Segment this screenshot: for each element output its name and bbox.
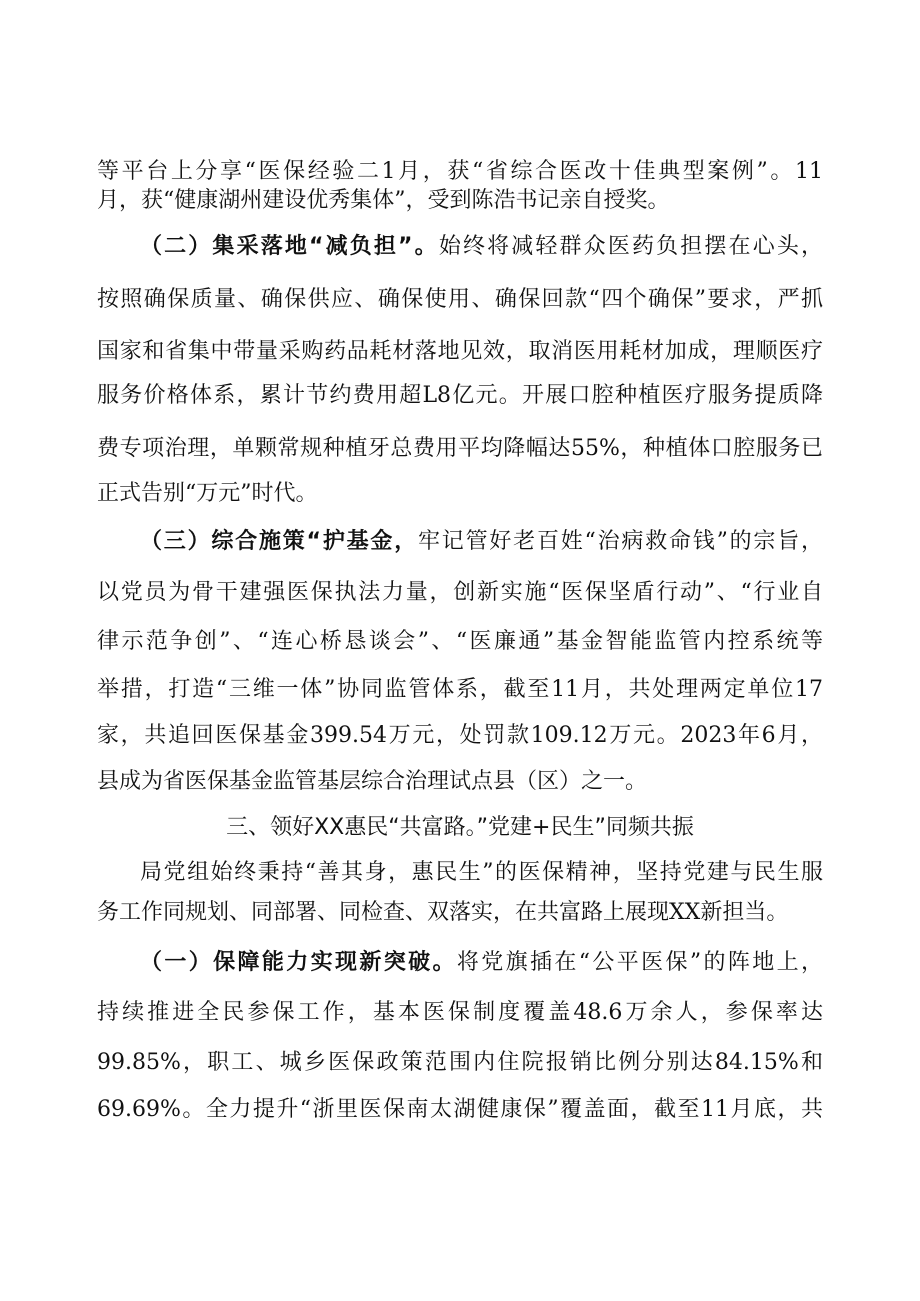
paragraph-lead: （一）保障能力实现新突破。 <box>140 950 457 975</box>
paragraph-first-line <box>140 527 823 557</box>
paragraph-line: 家，共追回医保基金399.54万元，处罚款109.12万元。2023年6月， <box>97 723 823 748</box>
paragraph-line: 正式告别“万元”时代。 <box>97 481 318 506</box>
paragraph-line: 律示范争创”、“连心桥恳谈会”、“医廉通”基金智能监管内控系统等 <box>97 629 823 654</box>
paragraph-line: 月，获“健康湖州建设优秀集体”，受到陈浩书记亲自授奖。 <box>97 188 670 213</box>
paragraph-text: 牢记管好老百姓“治病救命钱”的宗旨， <box>418 529 823 554</box>
paragraph-line: 持续推进全民参保工作，基本医保制度覆盖48.6万余人，参保率达 <box>97 1000 823 1025</box>
paragraph-line: 举措，打造“三维一体”协同监管体系，截至11月，共处理两定单位17 <box>97 677 823 702</box>
paragraph-first-line <box>140 232 823 262</box>
paragraph-line: 99.85%，职工、城乡医保政策范围内住院报销比例分别达84.15%和 <box>97 1050 823 1075</box>
paragraph-text: 将党旗插在“公平医保”的阵地上， <box>456 950 823 975</box>
paragraph-line: 务工作同规划、同部署、同检查、双落实，在共富路上展现XX新担当。 <box>97 900 789 925</box>
paragraph-line: 等平台上分享“医保经验二1月，获“省综合医改十佳典型案例”。11 <box>97 159 823 184</box>
paragraph-line: 按照确保质量、确保供应、确保使用、确保回款“四个确保”要求，严抓 <box>97 287 823 312</box>
paragraph-line: 服务价格体系，累计节约费用超L8亿元。开展口腔种植医疗服务提质降 <box>97 383 823 408</box>
paragraph-lead: （二）集采落地“减负担”。 <box>140 234 439 259</box>
paragraph-line: 费专项治理，单颗常规种植牙总费用平均降幅达55%，种植体口腔服务已 <box>97 436 823 461</box>
paragraph-line: 以党员为骨干建强医保执法力量，创新实施“医保坚盾行动”、“行业自 <box>97 580 823 605</box>
paragraph-line: 69.69%。全力提升“浙里医保南太湖健康保”覆盖面，截至11月底，共 <box>97 1097 823 1122</box>
paragraph-first-line <box>140 948 823 978</box>
paragraph-line: 县成为省医保基金监管基层综合治理试点县（区）之一。 <box>97 769 648 794</box>
paragraph-first-line: 局党组始终秉持“善其身，惠民生”的医保精神，坚持党建与民生服 <box>140 860 823 885</box>
section-heading: 三、领好XX惠民“共富路。”党建+民生”同频共振 <box>226 815 694 840</box>
paragraph-text: 始终将减轻群众医药负担摆在心头， <box>438 234 823 259</box>
paragraph-line: 国家和省集中带量采购药品耗材落地见效，取消医用耗材加成，理顺医疗 <box>97 339 823 364</box>
paragraph-lead: （三）综合施策“护基金， <box>140 529 418 554</box>
